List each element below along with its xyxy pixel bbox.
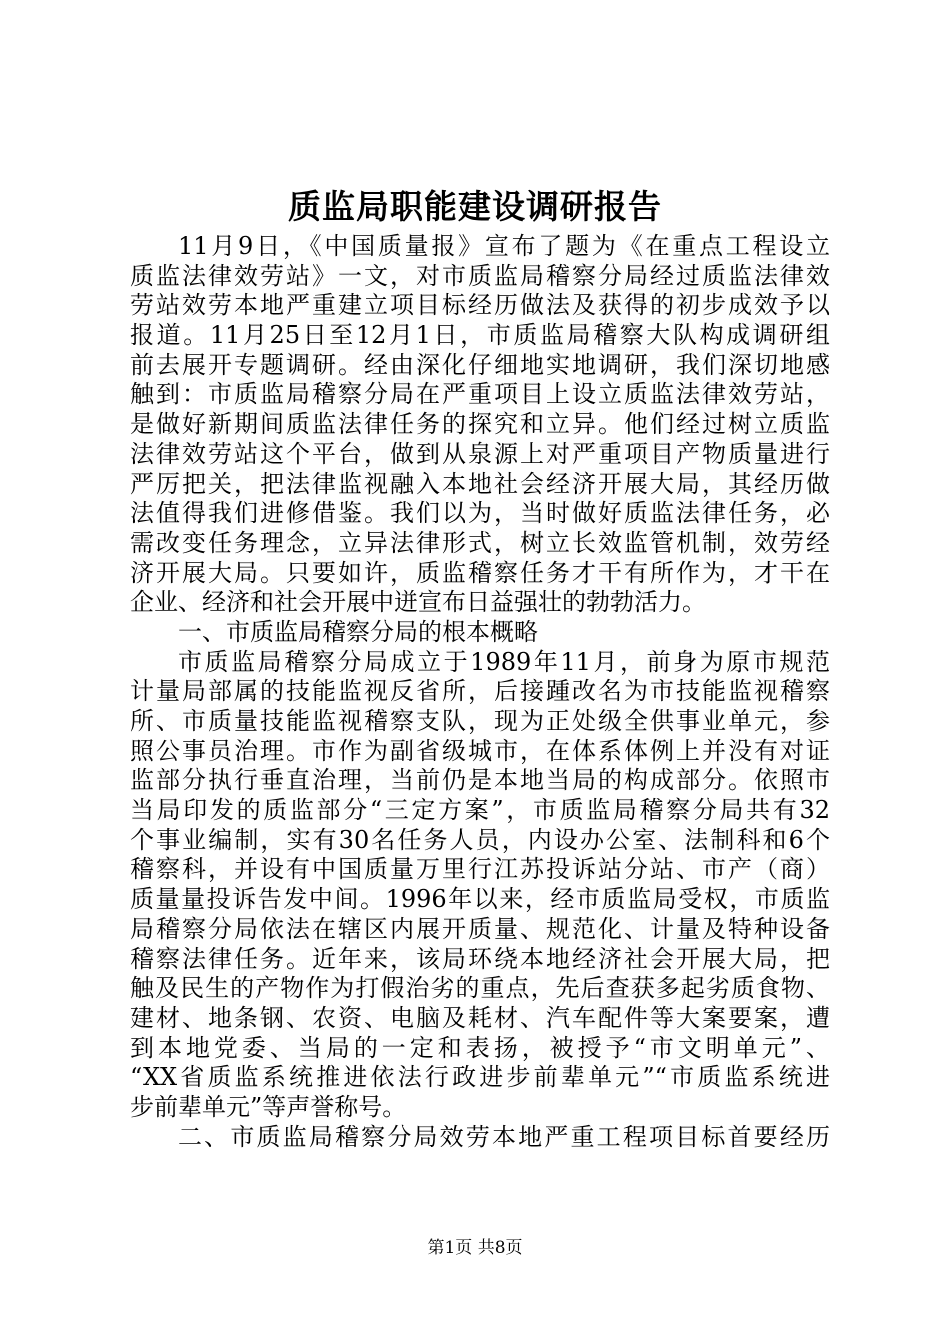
body-line: “XX省质监系统推进依法行政进步前辈单元”“市质监系统进 bbox=[130, 1063, 830, 1092]
body-line: 触到：市质监局稽察分局在严重项目上设立质监法律效劳站， bbox=[130, 380, 830, 409]
body-line: 济开展大局。只要如许，质监稽察任务才干有所作为，才干在 bbox=[130, 558, 830, 587]
body-line: 二、市质监局稽察分局效劳本地严重工程项目标首要经历 bbox=[178, 1122, 830, 1151]
section-heading: 一、市质监局稽察分局的根本概略 bbox=[178, 617, 538, 646]
body-line: 劳站效劳本地严重建立项目标经历做法及获得的初步成效予以 bbox=[130, 291, 830, 320]
body-line: 局稽察分局依法在辖区内展开质量、规范化、计量及特种设备 bbox=[130, 914, 830, 943]
body-line: 质量量投诉告发中间。1996年以来，经市质监局受权，市质监 bbox=[130, 885, 830, 914]
body-line: 建材、地条钢、农资、电脑及耗材、汽车配件等大案要案，遭 bbox=[130, 1003, 830, 1032]
body-line: 质监法律效劳站》一文，对市质监局稽察分局经过质监法律效 bbox=[130, 261, 830, 290]
body-line: 照公事员治理。市作为副省级城市，在体系体例上并没有对证 bbox=[130, 736, 830, 765]
body-line: 稽察法律任务。近年来，该局环绕本地经济社会开展大局，把 bbox=[130, 944, 830, 973]
body-line: 严厉把关，把法律监视融入本地社会经济开展大局，其经历做 bbox=[130, 469, 830, 498]
body-line: 稽察科，并设有中国质量万里行江苏投诉站分站、市产（商） bbox=[130, 855, 830, 884]
body-line: 步前辈单元”等声誉称号。 bbox=[130, 1092, 407, 1121]
body-line: 监部分执行垂直治理，当前仍是本地当局的构成部分。依照市 bbox=[130, 766, 830, 795]
document-title: 质监局职能建设调研报告 bbox=[288, 187, 662, 226]
body-line: 需改变任务理念，立异法律形式，树立长效监管机制，效劳经 bbox=[130, 528, 830, 557]
body-line: 报道。11月25日至12月1日，市质监局稽察大队构成调研组 bbox=[130, 321, 830, 350]
body-line: 法值得我们进修借鉴。我们以为，当时做好质监法律任务，必 bbox=[130, 499, 830, 528]
body-line: 法律效劳站这个平台，做到从泉源上对严重项目产物质量进行 bbox=[130, 439, 830, 468]
body-line: 当局印发的质监部分“三定方案”，市质监局稽察分局共有32 bbox=[130, 796, 830, 825]
body-line: 11月9日，《中国质量报》宣布了题为《在重点工程设立 bbox=[178, 232, 830, 260]
body-line: 触及民生的产物作为打假治劣的重点，先后查获多起劣质食物、 bbox=[130, 974, 830, 1003]
body-line: 企业、经济和社会开展中迸宣布日益强壮的勃勃活力。 bbox=[130, 588, 706, 617]
body-line: 是做好新期间质监法律任务的探究和立异。他们经过树立质监 bbox=[130, 410, 830, 439]
body-line: 前去展开专题调研。经由深化仔细地实地调研，我们深切地感 bbox=[130, 350, 830, 379]
body-line: 个事业编制，实有30名任务人员，内设办公室、法制科和6个 bbox=[130, 825, 830, 854]
document-body bbox=[130, 232, 830, 1152]
body-line: 计量局部属的技能监视反省所，后接踵改名为市技能监视稽察 bbox=[130, 677, 830, 706]
body-line: 到本地党委、当局的一定和表扬，被授予“市文明单元”、 bbox=[130, 1033, 830, 1062]
body-line: 所、市质量技能监视稽察支队，现为正处级全供事业单元，参 bbox=[130, 707, 830, 735]
page-number-footer: 第1页 共8页 bbox=[427, 1238, 523, 1258]
body-line: 市质监局稽察分局成立于1989年11月，前身为原市规范 bbox=[178, 647, 830, 676]
